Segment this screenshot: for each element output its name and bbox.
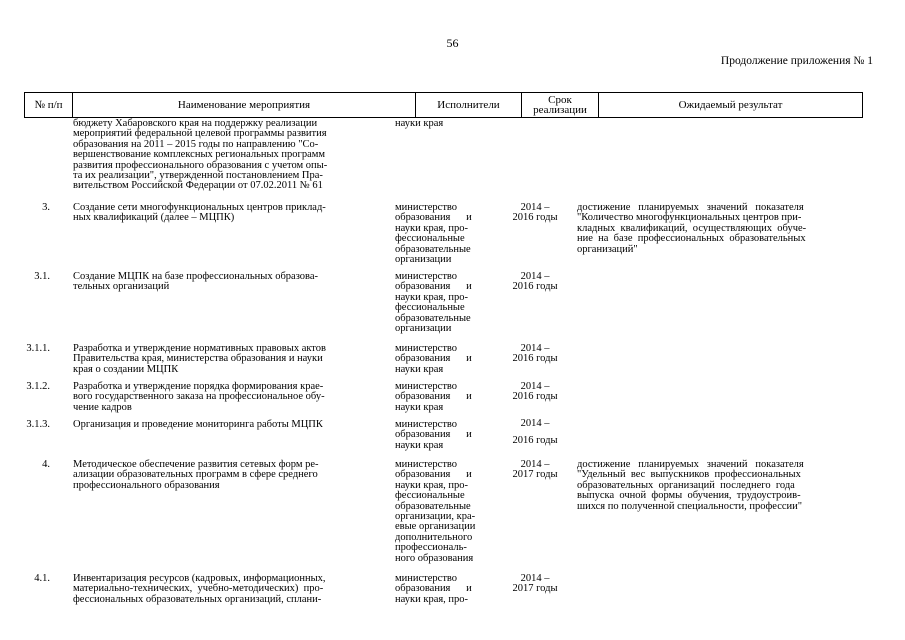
page-number: 56 [446,36,459,50]
header-executors: Исполнители [416,93,522,117]
row-6-term: 2014 – 2017 годы [512,459,558,481]
row-0-name: бюджету Хабаровского края на поддержку реализации мероприятий федеральной целевой программы развития образования на 2011 – 2015 годы по направлению "Со- вершенствование комплексных региональных программ развития профессионального образования с учетом опы- та их реализации", утвержденной постановлением Пра- вительством Российской Федерации от 07.02.2011 № 61 [73,118,328,192]
header-result: Ожидаемый результат [678,99,783,111]
row-2-term: 2014 – 2016 годы [512,271,558,293]
row-6-name: Методическое обеспечение развития сетевых форм ре- ализации образовательных программ в сфере среднего профессионального образования [73,459,319,491]
row-2-name: Создание МЦПК на базе профессиональных образова- тельных организаций [73,271,319,293]
header-name: Наименование мероприятия [73,93,416,117]
row-0-executors: науки края [395,118,444,129]
row-1-executors: министерство образования и науки края, про- фессиональные образовательные организации [395,202,472,266]
row-6-result: достижение планируемых значений показателя "Удельный вес выпускников профессиональных образовательных организаций последнего года выпуска очной формы обучения, трудоустроив- шихся по полученной специальности, профессии" [577,459,804,512]
row-3-executors: министерство образования и науки края [395,343,472,375]
row-6-executors: министерство образования и науки края, про- фессиональные образовательные организации, кра- евые организации дополнительного профессиональ- ного образования [395,459,476,564]
row-3-num: 3.1.1. [26,343,50,354]
row-4-name: Разработка и утверждение порядка формирования крае- вого государственного заказа на профессиональное обу- чение кадров [73,381,325,413]
table-header [24,92,863,118]
row-2-executors: министерство образования и науки края, про- фессиональные образовательные организации [395,271,472,335]
row-3-name: Разработка и утверждение нормативных правовых актов Правительства края, министерства образования и науки края о создании МЦПК [73,343,326,375]
row-7-num: 4.1. [34,573,50,584]
row-7-name: Инвентаризация ресурсов (кадровых, информационных, материально-технических, учебно-методических) про- фессиональных образовательных организаций, сплани- [73,573,326,605]
row-7-executors: министерство образования и науки края, про- [395,573,472,605]
row-5-executors: министерство образования и науки края [395,419,472,451]
row-1-name: Создание сети многофункциональных центров приклад- ных квалификаций (далее – МЦПК) [73,202,326,224]
header-num: № п/п [25,93,73,117]
row-1-result: достижение планируемых значений показателя "Количество многофункциональных центров при- кладных квалификаций, осуществляющих обуче- ние на базе профессиональных образовательных организаций" [577,202,807,255]
continuation-label: Продолжение приложения № 1 [720,55,873,67]
row-5-num: 3.1.3. [26,419,50,430]
row-7-term: 2014 – 2017 годы [512,573,558,595]
row-5-term: 2014 – 2016 годы [512,418,558,446]
row-4-num: 3.1.2. [26,381,50,392]
row-2-num: 3.1. [34,271,50,282]
row-1-term: 2014 – 2016 годы [512,202,558,224]
row-4-executors: министерство образования и науки края [395,381,472,413]
row-3-term: 2014 – 2016 годы [512,343,558,365]
header-term: Срок реализации [522,93,599,117]
row-5-name: Организация и проведение мониторинга работы МЦПК [73,419,323,430]
row-1-num: 3. [42,202,50,213]
row-4-term: 2014 – 2016 годы [512,381,558,403]
row-6-num: 4. [42,459,50,470]
